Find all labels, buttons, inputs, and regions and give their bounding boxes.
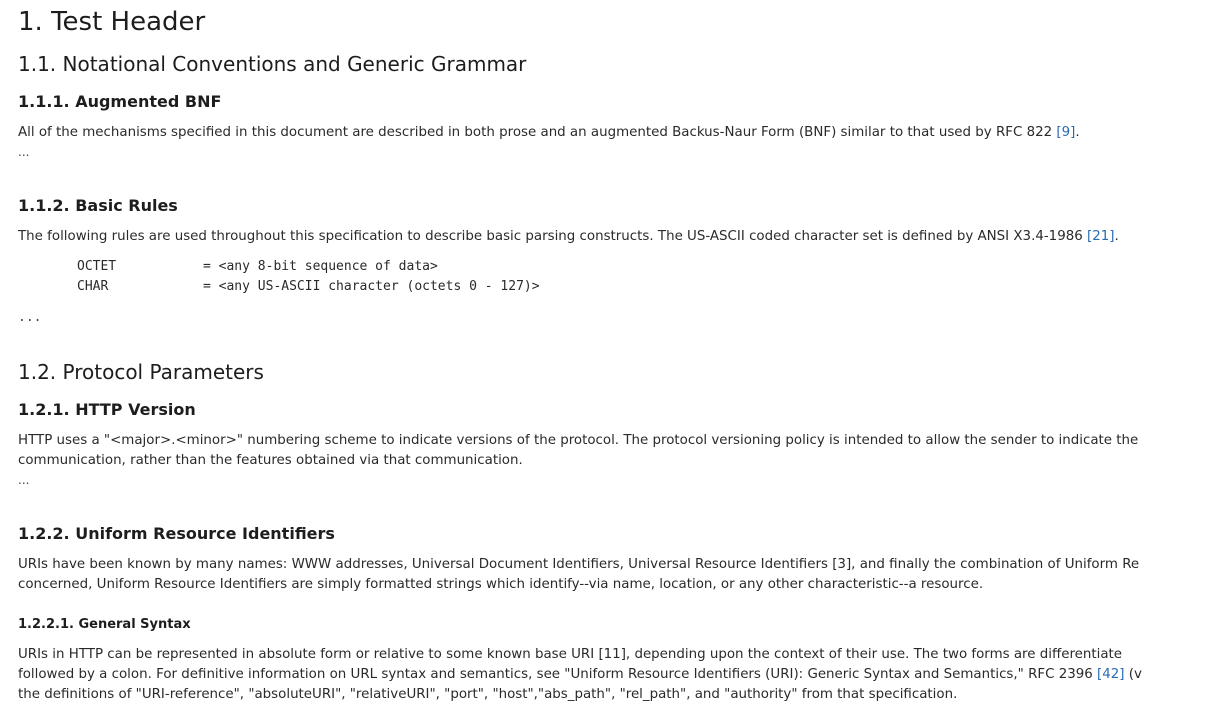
augmented-bnf-ellipsis: ...: [18, 145, 30, 159]
section-1-1-1-heading: 1.1.1. Augmented BNF: [18, 92, 222, 111]
general-syntax-line-2: [18, 665, 1142, 685]
http-version-ellipsis: ...: [18, 473, 30, 487]
reference-link-42[interactable]: [42]: [1097, 667, 1125, 682]
rule-definition: = <any US-ASCII character (octets 0 - 127)>: [203, 279, 540, 294]
section-1-2-2-heading: 1.2.2. Uniform Resource Identifiers: [18, 524, 335, 543]
general-syntax-line-3: the definitions of "URI-reference", "absoluteURI", "relativeURI", "port", "host","abs_path", "rel_path", and "authority" from that specification.: [18, 687, 958, 702]
general-syntax-line-2-tail: (v: [1124, 667, 1142, 682]
uri-line-2: concerned, Uniform Resource Identifiers are simply formatted strings which identify--via name, location, or any other characteristic--a resource.: [18, 577, 984, 592]
basic-rules-paragraph: [18, 227, 1119, 247]
rule-name: OCTET: [77, 259, 117, 274]
general-syntax-line-2-text: followed by a colon. For definitive information on URL syntax and semantics, see "Uniform Resource Identifiers (URI): Generic Syntax and Semantics," RFC 2396: [18, 667, 1098, 682]
basic-rules-text: The following rules are used throughout this specification to describe basic parsing constructs. The US-ASCII coded character set is defined by ANSI X3.4-1986: [18, 229, 1088, 244]
augmented-bnf-paragraph: [18, 123, 1080, 143]
section-1-2-2-1-heading: 1.2.2.1. General Syntax: [18, 617, 191, 632]
reference-link-9[interactable]: [9]: [1056, 125, 1076, 140]
rule-definition: = <any 8-bit sequence of data>: [203, 259, 438, 274]
section-1-1-heading: 1.1. Notational Conventions and Generic Grammar: [18, 52, 527, 76]
rule-name: CHAR: [77, 279, 109, 294]
http-version-line-1: HTTP uses a "<major>.<minor>" numbering scheme to indicate versions of the protocol. The protocol versioning policy is intended to allow the sender to indicate the: [18, 433, 1139, 448]
uri-line-1: URIs have been known by many names: WWW addresses, Universal Document Identifiers, Universal Resource Identifiers [3], and finally the combination of Uniform Re: [18, 557, 1140, 572]
general-syntax-line-1: URIs in HTTP can be represented in absolute form or relative to some known base URI [11], depending upon the context of their use. The two forms are differentiate: [18, 647, 1123, 662]
rule-char: [77, 277, 540, 297]
section-1-heading: 1. Test Header: [18, 7, 206, 37]
basic-rules-ellipsis: ...: [18, 310, 42, 325]
section-1-1-2-heading: 1.1.2. Basic Rules: [18, 196, 178, 215]
augmented-bnf-text-end: .: [1075, 125, 1080, 140]
reference-link-21[interactable]: [21]: [1087, 229, 1115, 244]
http-version-line-2: communication, rather than the features obtained via that communication.: [18, 453, 523, 468]
basic-rules-text-end: .: [1114, 229, 1119, 244]
augmented-bnf-text: All of the mechanisms specified in this document are described in both prose and an augmented Backus-Naur Form (BNF) similar to that used by RFC 822: [18, 125, 1057, 140]
section-1-2-1-heading: 1.2.1. HTTP Version: [18, 400, 196, 419]
section-1-2-heading: 1.2. Protocol Parameters: [18, 360, 264, 384]
rule-octet: [77, 257, 438, 277]
